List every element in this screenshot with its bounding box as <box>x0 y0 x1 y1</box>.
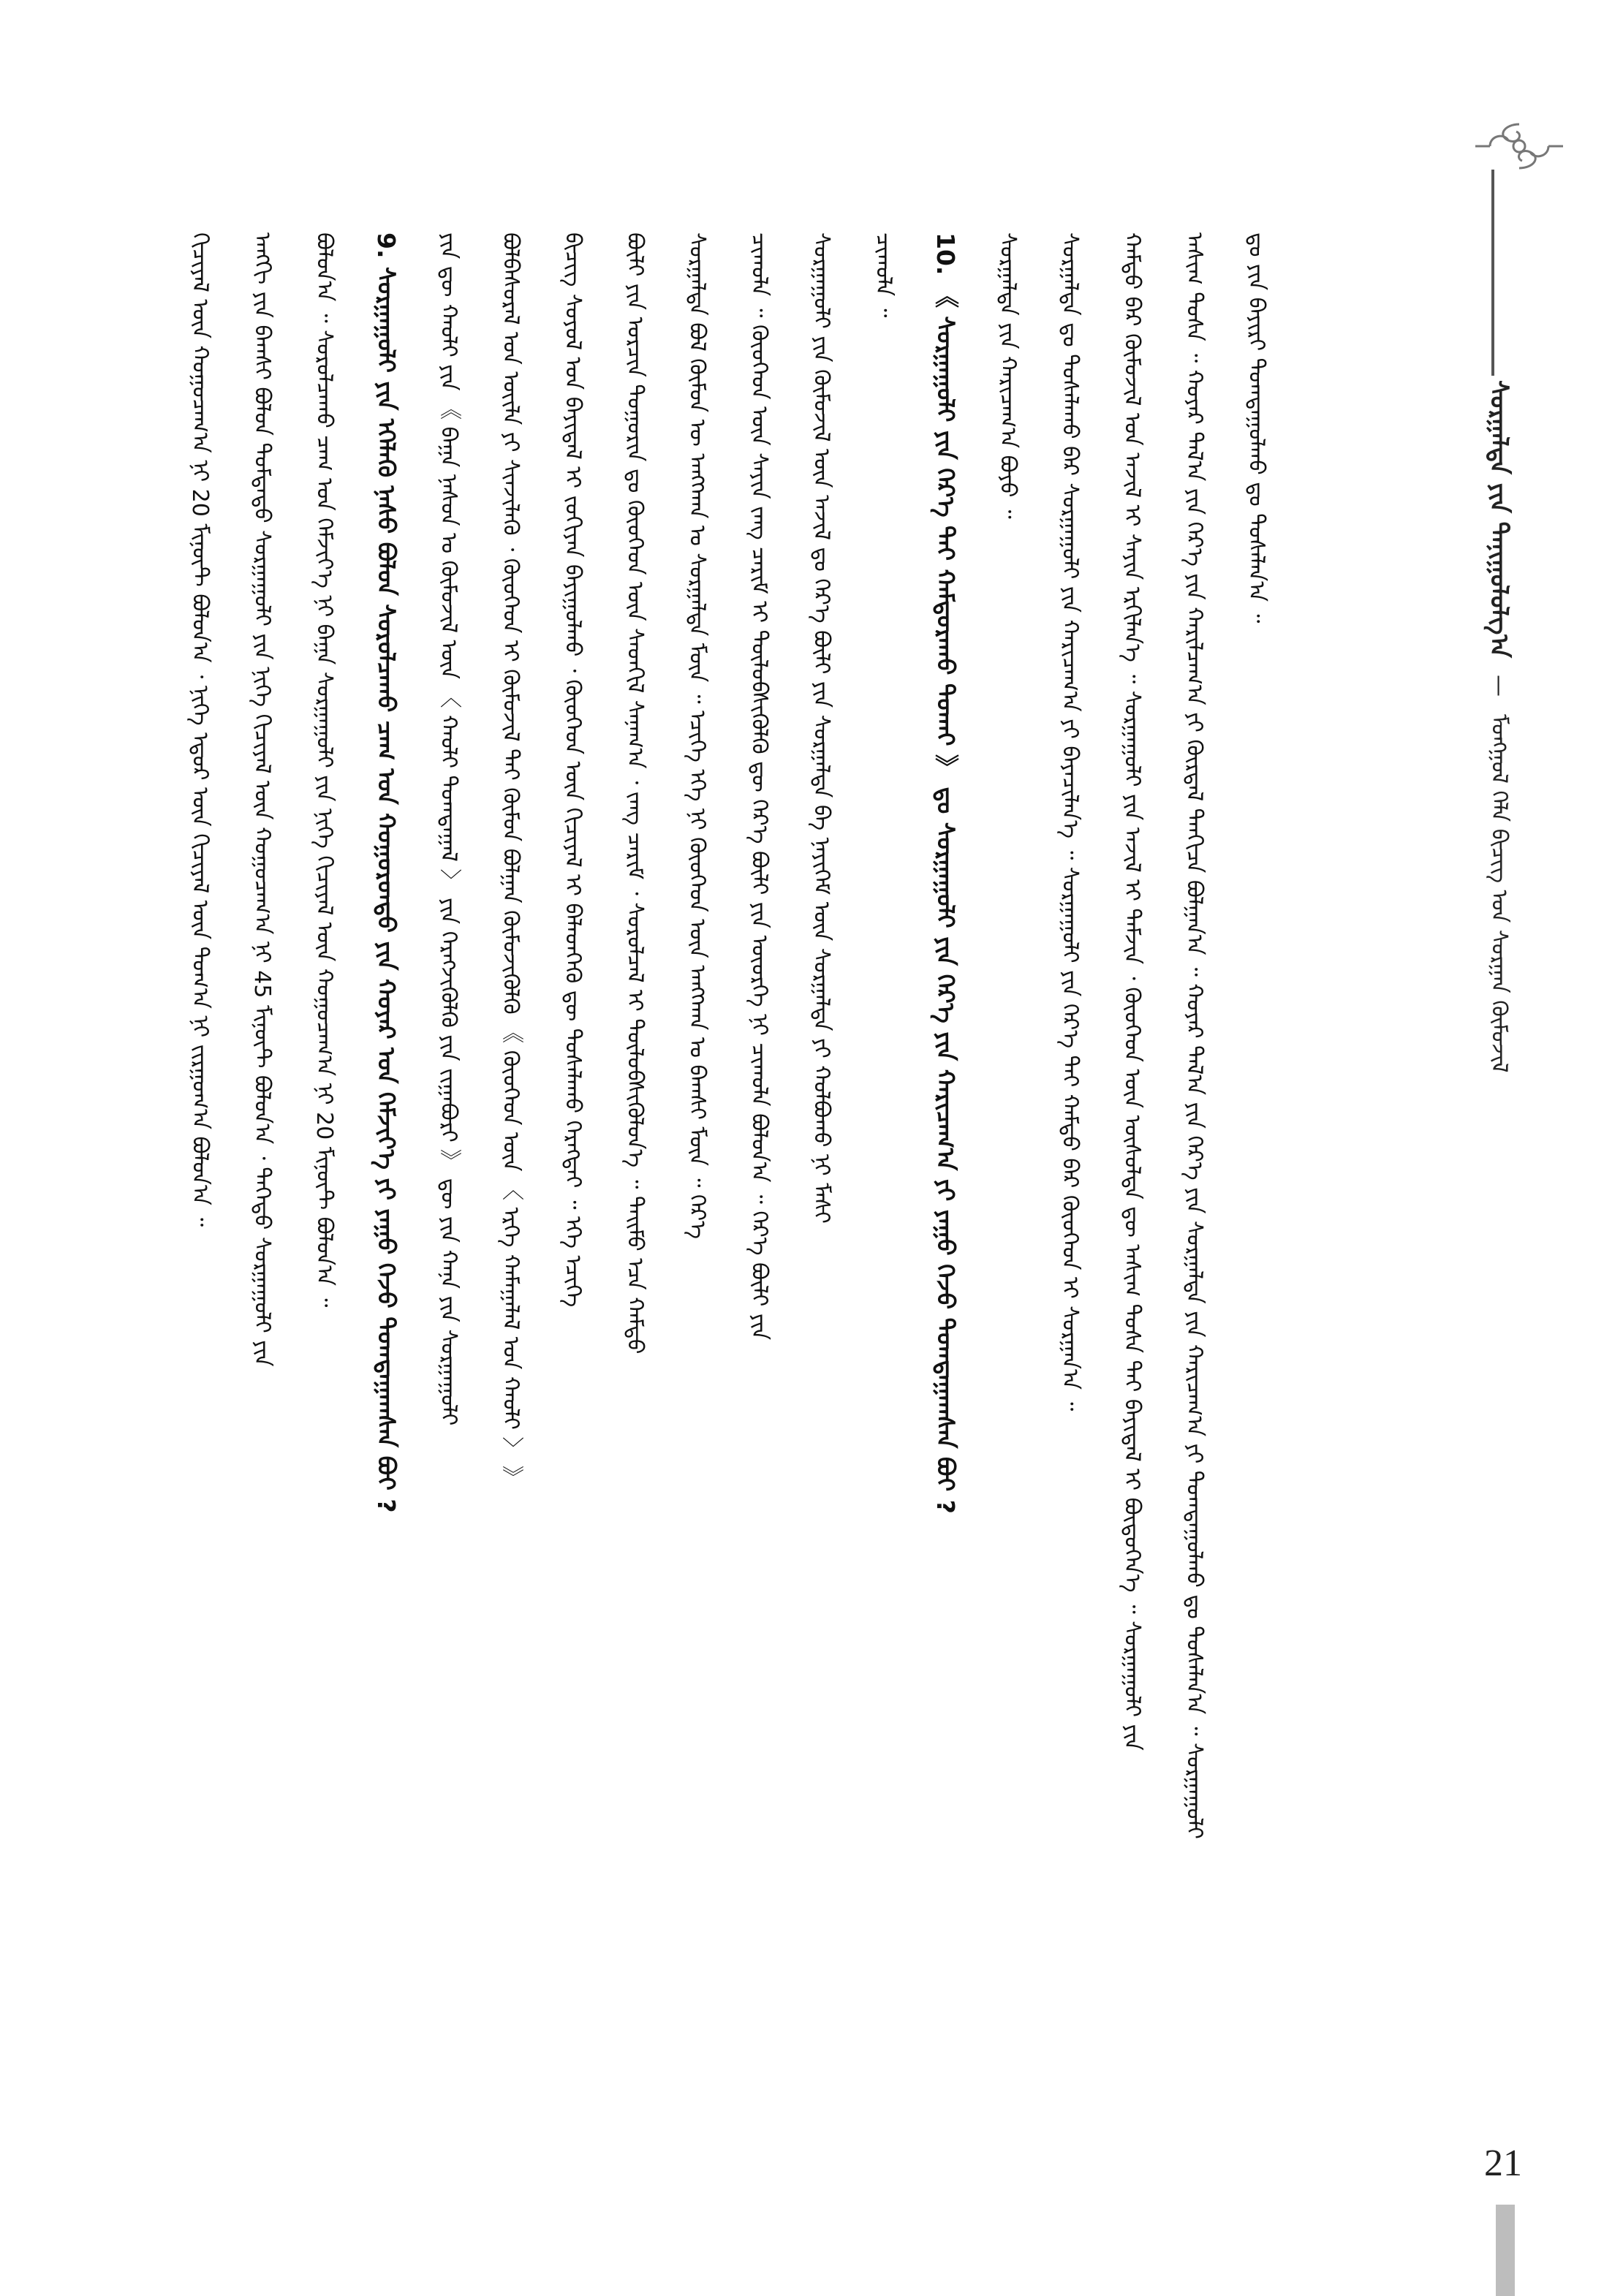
scroll-ornament-icon <box>1475 117 1563 175</box>
running-head <box>1484 380 1513 1073</box>
text-column: ᠰᠤᠷᠭᠠᠯᠲᠠ ᠳᠤ ᠲᠤᠰᠠᠯᠠᠬᠤ ᠪᠡᠷ ᠰᠤᠷᠭᠠᠭᠤᠯᠢ ᠶᠢᠨ ᠬᠠᠷᠢᠴᠠᠭ᠎ᠠ ᠶᠢ ᠪᠡᠶᠡᠴᠢᠯᠡᠨ᠎ᠡ ᠃ ᠰᠤᠷᠭᠠᠭᠤᠯᠢ ᠶᠢᠨ ᠭᠡᠷ᠎ᠡ ᠲᠡᠢ ᠬᠠᠮᠲᠤ ᠪᠡᠷ ᠬᠦᠦᠬᠡᠳ ᠢ ᠰᠤᠷᠭᠠᠨ᠎ᠠ ᠃ <box>1057 232 1083 1412</box>
running-head-separator: — <box>1486 675 1512 697</box>
running-head-subtitle: ᠮᠣᠩᠭᠣᠯ ᠬᠡᠯᠡ ᠪᠢᠴᠢᠭ ᠤᠨ ᠰᠤᠷᠭᠠᠨ ᠬᠦᠮᠦᠵᠢᠯ <box>1486 714 1512 1073</box>
text-column: ᠴᠢᠬᠤᠯᠠ ᠃ <box>871 232 896 318</box>
text-column: ᠬᠢᠴᠢᠶᠡᠯ ᠦᠨ ᠬᠤᠭᠤᠴᠠᠭ᠎ᠠ ᠨᠢ 20 ᠮᠢᠨᠦ᠋ᠲ ᠪᠣᠯᠤᠨ᠎ᠠ ᠂ ᠨᠢᠭᠡ ᠡᠳᠦᠷ ᠦᠨ ᠬᠢᠴᠢᠶᠡᠯ ᠦᠨ ᠲᠣᠭ᠎ᠠ ᠨᠢ ᠵᠢᠷᠭᠤᠭ᠎ᠠ ᠪᠣᠯᠤᠨ᠎ᠠ ᠃ <box>187 232 213 1227</box>
header-rule <box>1491 170 1494 376</box>
text-column: ᠠᠩᠭᠢ ᠶᠢᠨ ᠪᠠᠭᠰᠢ ᠪᠣᠯᠤᠨ ᠳᠤᠮᠳᠠᠳᠤ ᠰᠤᠷᠭᠠᠭᠤᠯᠢ ᠶᠢᠨ ᠨᠢᠭᠡ ᠬᠢᠴᠢᠶᠡᠯ ᠦᠨ ᠬᠤᠭᠤᠴᠠᠭ᠎ᠠ ᠨᠢ 45 ᠮᠢᠨᠦ᠋ᠲ ᠪᠣᠯᠤᠨ᠎ᠠ ᠂ ᠳᠡᠭᠡᠳᠦ ᠰᠤᠷᠭᠠᠭᠤᠯᠢ ᠶᠢᠨ <box>249 232 275 1367</box>
text-column: ᠴᠢᠬᠤᠯᠠ ᠃ ᠬᠦᠦᠬᠡᠳ ᠦᠨ ᠰᠠᠶᠢᠨ ᠵᠠᠩ ᠴᠠᠷᠢᠮ ᠢ ᠲᠥᠯᠥᠪᠰᠢᠭᠦᠯᠬᠦ ᠳᠦ ᠭᠡᠷ᠎ᠡ ᠪᠦᠯᠢ ᠶᠢᠨ ᠦᠦᠷᠭᠡ ᠨᠢ ᠴᠢᠬᠤᠯᠠ ᠪᠣᠯᠤᠨ᠎ᠠ ᠃ ᠭᠡᠷ᠎ᠡ ᠪᠦᠯᠢ ᠶᠢᠨ <box>746 232 772 1341</box>
text-column: ᠰᠤᠷᠭᠠᠯᠲᠠ ᠶᠢᠨ ᠬᠠᠷᠢᠴᠠᠭ᠎ᠠ ᠪᠤᠶᠤ ᠃ <box>995 232 1021 519</box>
text-column: ᠳᠤ ᠶᠢᠨ ᠪᠠᠶᠢᠷᠢ ᠲᠣᠭᠲᠠᠭᠤᠯᠬᠤ ᠳᠤ ᠲᠤᠰᠠᠯᠠᠨ᠎ᠠ ᠃ <box>1244 232 1269 624</box>
text-column: ᠰᠤᠷᠭᠠᠭᠤᠯᠢ ᠶᠢᠨ ᠬᠦᠮᠦᠵᠢᠯ ᠦᠨ ᠠᠵᠢᠯ ᠳᠤ ᠭᠡᠷ᠎ᠡ ᠪᠦᠯᠢ ᠶᠢᠨ ᠰᠤᠷᠭᠠᠯᠲᠠ ᠪᠠ ᠨᠡᠶᠢᠭᠡᠮ ᠦᠨ ᠰᠤᠷᠭᠠᠯᠲᠠ ᠶᠢ ᠬᠣᠯᠪᠣᠬᠤ ᠨᠢ ᠮᠠᠰᠢ <box>809 232 834 1224</box>
text-column: ᠪᠦᠯᠢ ᠶᠢᠨ ᠣᠷᠴᠢᠨ ᠲᠣᠭᠣᠷᠢᠨ ᠳᠤ ᠬᠦᠦᠬᠡᠳ ᠦᠨ ᠰᠡᠳᠬᠢᠯ ᠰᠠᠨᠠᠭ᠎ᠠ ᠂ ᠵᠠᠩ ᠴᠠᠷᠢᠮ ᠂ ᠰᠤᠷᠤᠯᠴᠠᠯ ᠢ ᠲᠥᠯᠥᠪᠰᠢᠭᠦᠯᠦᠨ᠎ᠡ ᠃ ᠲᠡᠢᠮᠦ ᠡᠴᠡ ᠬᠠᠮᠲᠤ <box>622 232 648 1355</box>
text-column: ᠪᠣᠯᠤᠨ᠎ᠠ ᠃ ᠰᠤᠷᠤᠯᠴᠠᠬᠤ ᠴᠠᠭ ᠤᠨ ᠬᠡᠮᠵᠢᠶ᠎ᠡ ᠨᠢ ᠪᠠᠭᠠ ᠰᠤᠷᠭᠠᠭᠤᠯᠢ ᠶᠢᠨ ᠨᠢᠭᠡ ᠬᠢᠴᠢᠶᠡᠯ ᠦᠨ ᠬᠤᠭᠤᠴᠠᠭ᠎ᠠ ᠨᠢ 20 ᠮᠢᠨᠦ᠋ᠲ ᠪᠣᠯᠤᠨ᠎ᠠ ᠃ <box>311 232 337 1308</box>
page-number: 21 <box>1484 2142 1522 2184</box>
text-column: ᠬᠠᠮᠲᠤ ᠪᠠᠷ ᠬᠦᠮᠦᠵᠢᠯ ᠤᠨ ᠠᠵᠢᠯ ᠢ ᠰᠠᠶᠢᠨ ᠡᠷᠬᠢᠯᠡᠨ᠎ᠡ ᠃ ᠰᠤᠷᠭᠠᠭᠤᠯᠢ ᠶᠢᠨ ᠠᠵᠢᠯ ᠢ ᠳᠡᠮᠵᠢᠨ ᠂ ᠬᠦᠦᠬᠡᠳ ᠦᠨ ᠥᠰᠦᠯᠲᠡ ᠳᠦ ᠠᠰᠢᠭ ᠲᠤᠰᠠ ᠲᠠᠶ ᠪᠠᠶᠢᠳᠠᠯ ᠢ ᠪᠦᠲᠦᠭᠡᠨ᠎ᠡ ᠃ ᠰᠤᠷᠭᠠᠭᠤᠯᠢ ᠶᠢᠨ <box>1119 232 1145 1751</box>
text-column: ᠪᠣᠯᠪᠠᠰᠤᠷᠠᠯ ᠤᠨ ᠦᠢᠯᠡ ᠶᠢ ᠰᠢᠨᠵᠢᠯᠡᠬᠦ ᠂ ᠬᠦᠦᠬᠡᠳ ᠢ ᠬᠦᠮᠦᠵᠢᠯ ᠲᠡᠢ ᠬᠦᠮᠦᠨ ᠪᠣᠯᠭᠠᠨ ᠬᠥᠮᠦᠵᠢᠭᠦᠯᠬᠦ 《 ᠬᠦᠦᠬᠡᠳ ᠦᠨ 〈 ᠡᠷᠬᠡ ᠬᠠᠮᠠᠭᠠᠯᠠᠯ ᠤᠨ ᠬᠠᠤᠯᠢ 〉 》 <box>498 232 523 1488</box>
text-column: ᠰᠤᠷᠭᠠᠯᠲᠠ ᠪᠣᠯ ᠬᠦᠮᠦᠨ ᠦ ᠠᠩᠭᠬᠠᠨ ᠤ ᠰᠤᠷᠭᠠᠯᠲᠠ ᠮᠥᠨ ᠃ ᠡᠴᠢᠭᠡ ᠡᠬᠡ ᠨᠢ ᠬᠦᠦᠬᠡᠳ ᠦᠨ ᠠᠩᠭᠬᠠᠨ ᠤ ᠪᠠᠭᠰᠢ ᠮᠥᠨ ᠃ ᠭᠡᠷ᠎ᠡ <box>684 232 710 1240</box>
text-columns <box>183 232 1301 2045</box>
running-head-title: ᠰᠤᠷᠭᠠᠯᠲᠠ ᠶᠢᠨ ᠲᠠᠨᠢᠭᠤᠯᠤᠯᠭ᠎ᠠ <box>1484 380 1513 658</box>
text-column: ᠠᠰᠢᠭ ᠲᠤᠰᠠ ᠃ ᠬᠣᠶᠠᠷ ᠲᠠᠯ᠎ᠠ ᠶᠢᠨ ᠭᠡᠷ᠎ᠡ ᠶᠢᠨ ᠬᠠᠷᠢᠯᠴᠠᠭ᠎ᠠ ᠶᠢ ᠬᠦᠷᠳᠡᠯ ᠲᠡᠨᠭᠢᠴᠡ ᠪᠣᠯᠭᠠᠨ᠎ᠠ ᠃ ᠬᠣᠶᠠᠷ ᠲᠠᠯ᠎ᠠ ᠶᠢᠨ ᠭᠡᠷ᠎ᠡ ᠶᠢᠨ ᠰᠤᠷᠭᠠᠯᠲᠠ ᠶᠢᠨ ᠬᠠᠷᠢᠴᠠᠭ᠎ᠠ ᠶᠢ ᠲᠣᠭᠲᠠᠭᠤᠯᠬᠤ ᠳᠤ ᠲᠤᠰᠠᠯᠠᠨ᠎ᠠ ᠃ ᠰᠤᠷᠭᠠᠭᠤᠯᠢ <box>1181 232 1207 1839</box>
text-column: ᠪᠢᠴᠢᠭ ᠰᠣᠶᠣᠯ ᠤᠨ ᠪᠠᠶᠢᠳᠠᠯ ᠢ ᠵᠣᠬᠢᠶᠠᠨ ᠪᠠᠶᠢᠭᠤᠯᠬᠤ ᠂ ᠬᠦᠦᠬᠡᠳ ᠦᠨ ᠬᠢᠴᠢᠶᠡᠯ ᠢ ᠪᠡᠯᠡᠳᠬᠡᠬᠦ ᠳᠦ ᠲᠤᠰᠠᠯᠠᠬᠤ ᠬᠡᠷᠡᠭᠲᠡᠢ ᠃ ᠡᠬᠡ ᠡᠴᠢᠭᠡ <box>560 232 586 1308</box>
text-column: ᠶᠢᠨ ᠳᠦ ᠬᠠᠤᠯᠢ ᠶᠢᠨ 《 ᠪᠠᠭᠠ ᠨᠠᠰᠤᠨ ᠤ ᠬᠥᠮᠦᠵᠢᠯ ᠦᠨ 〈 ᠬᠠᠤᠯᠢ ᠲᠣᠭᠲᠠᠭᠠᠯ 〉 ᠶᠢᠨ ᠬᠡᠷᠡᠭᠵᠢᠭᠦᠯᠬᠦ ᠶᠢᠨ ᠵᠢᠭᠠᠪᠤᠷᠢ 》 ᠳᠦ ᠶᠢᠨ ᠬᠠᠨᠠ ᠶᠢᠨ ᠰᠤᠷᠭᠠᠭᠤᠯᠢ <box>436 232 461 1426</box>
question-heading: 9. ᠰᠤᠷᠭᠠᠭᠤᠯᠢ ᠶᠢᠨ ᠡᠬᠡᠯᠡᠬᠦ ᠨᠠᠰᠤ ᠪᠣᠯᠤᠨ ᠰᠤᠷᠤᠯᠴᠠᠬᠤ ᠴᠠᠭ ᠤᠨ ᠬᠣᠭᠣᠷᠣᠨᠳᠣ ᠶᠢᠨ ᠬᠣᠶᠠᠷ ᠤᠨ ᠬᠡᠮᠵᠢᠶ᠎ᠡ ᠶᠢ ᠶᠠᠭᠤ ᠭᠡᠵᠦ ᠲᠣᠭᠲᠠᠭᠠᠭᠰᠠᠨ ᠪᠤᠢ ? <box>372 232 401 1513</box>
question-heading: 10. 《 ᠰᠤᠷᠭᠠᠭᠤᠯᠢ ᠶᠢᠨ ᠭᠡᠷ᠎ᠡ ᠲᠡᠢ ᠬᠠᠮᠲᠤᠷᠠᠬᠤ ᠲᠤᠬᠠᠢ 》 ᠳᠤ ᠰᠤᠷᠭᠠᠭᠤᠯᠢ ᠶᠢᠨ ᠭᠡᠷ᠎ᠡ ᠶᠢᠨ ᠬᠠᠷᠢᠴᠠᠭ᠎ᠠ ᠶᠢ ᠶᠠᠭᠤ ᠭᠡᠵᠦ ᠲᠣᠭᠲᠠᠭᠠᠭᠰᠠᠨ ᠪᠤᠢ ? <box>931 232 960 1514</box>
margin-tab-bar <box>1496 2205 1515 2296</box>
